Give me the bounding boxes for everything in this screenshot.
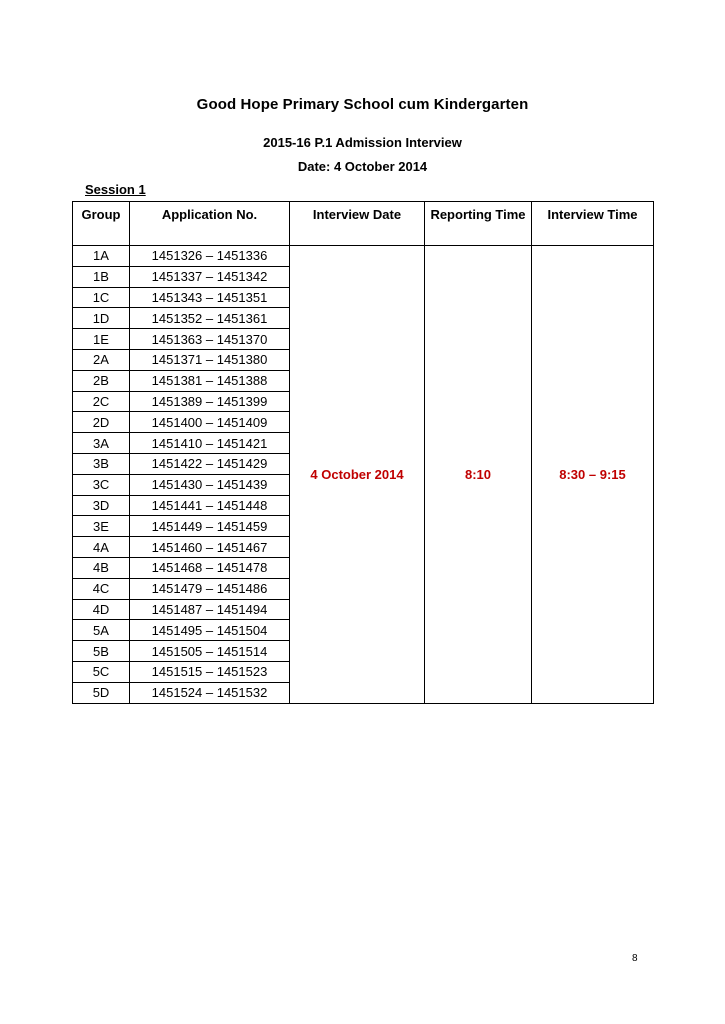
- application-no-cell: 1451400 – 1451409: [130, 412, 290, 433]
- header-interview-date: Interview Date: [290, 202, 425, 246]
- group-cell: 4B: [73, 557, 130, 578]
- interview-date-cell: 4 October 2014: [290, 246, 425, 704]
- application-no-cell: 1451524 – 1451532: [130, 682, 290, 703]
- header-group: Group: [73, 202, 130, 246]
- group-cell: 3C: [73, 474, 130, 495]
- group-cell: 2B: [73, 370, 130, 391]
- application-no-cell: 1451460 – 1451467: [130, 537, 290, 558]
- application-no-cell: 1451326 – 1451336: [130, 246, 290, 267]
- page-number: 8: [632, 953, 638, 964]
- group-cell: 1A: [73, 246, 130, 267]
- table-row: [73, 246, 654, 267]
- group-cell: 5C: [73, 661, 130, 682]
- group-cell: 4D: [73, 599, 130, 620]
- group-cell: 5D: [73, 682, 130, 703]
- schedule-table: [72, 201, 654, 704]
- application-no-cell: 1451468 – 1451478: [130, 557, 290, 578]
- application-no-cell: 1451363 – 1451370: [130, 329, 290, 350]
- application-no-cell: 1451515 – 1451523: [130, 661, 290, 682]
- session-label: Session 1: [85, 182, 146, 197]
- page-title: Good Hope Primary School cum Kindergarten: [196, 96, 529, 113]
- header-application-no: Application No.: [130, 202, 290, 246]
- header-interview-time: Interview Time: [532, 202, 654, 246]
- document-subtitle: 2015-16 P.1 Admission Interview: [263, 135, 462, 150]
- application-no-cell: 1451337 – 1451342: [130, 266, 290, 287]
- application-no-cell: 1451389 – 1451399: [130, 391, 290, 412]
- application-no-cell: 1451410 – 1451421: [130, 433, 290, 454]
- group-cell: 3E: [73, 516, 130, 537]
- group-cell: 1B: [73, 266, 130, 287]
- application-no-cell: 1451487 – 1451494: [130, 599, 290, 620]
- application-no-cell: 1451495 – 1451504: [130, 620, 290, 641]
- group-cell: 4A: [73, 537, 130, 558]
- application-no-cell: 1451343 – 1451351: [130, 287, 290, 308]
- group-cell: 5A: [73, 620, 130, 641]
- group-cell: 3B: [73, 453, 130, 474]
- group-cell: 5B: [73, 641, 130, 662]
- application-no-cell: 1451449 – 1451459: [130, 516, 290, 537]
- application-no-cell: 1451422 – 1451429: [130, 453, 290, 474]
- group-cell: 4C: [73, 578, 130, 599]
- table-header-row: [73, 202, 654, 246]
- date-line: Date: 4 October 2014: [297, 159, 428, 174]
- header-reporting-time: Reporting Time: [425, 202, 532, 246]
- application-no-cell: 1451371 – 1451380: [130, 349, 290, 370]
- application-no-cell: 1451479 – 1451486: [130, 578, 290, 599]
- group-cell: 2C: [73, 391, 130, 412]
- group-cell: 2A: [73, 349, 130, 370]
- application-no-cell: 1451441 – 1451448: [130, 495, 290, 516]
- group-cell: 1C: [73, 287, 130, 308]
- application-no-cell: 1451430 – 1451439: [130, 474, 290, 495]
- application-no-cell: 1451352 – 1451361: [130, 308, 290, 329]
- interview-time-cell: 8:30 – 9:15: [532, 246, 654, 704]
- group-cell: 3D: [73, 495, 130, 516]
- table-body: [73, 246, 654, 704]
- group-cell: 1D: [73, 308, 130, 329]
- group-cell: 1E: [73, 329, 130, 350]
- reporting-time-cell: 8:10: [425, 246, 532, 704]
- group-cell: 2D: [73, 412, 130, 433]
- application-no-cell: 1451381 – 1451388: [130, 370, 290, 391]
- application-no-cell: 1451505 – 1451514: [130, 641, 290, 662]
- group-cell: 3A: [73, 433, 130, 454]
